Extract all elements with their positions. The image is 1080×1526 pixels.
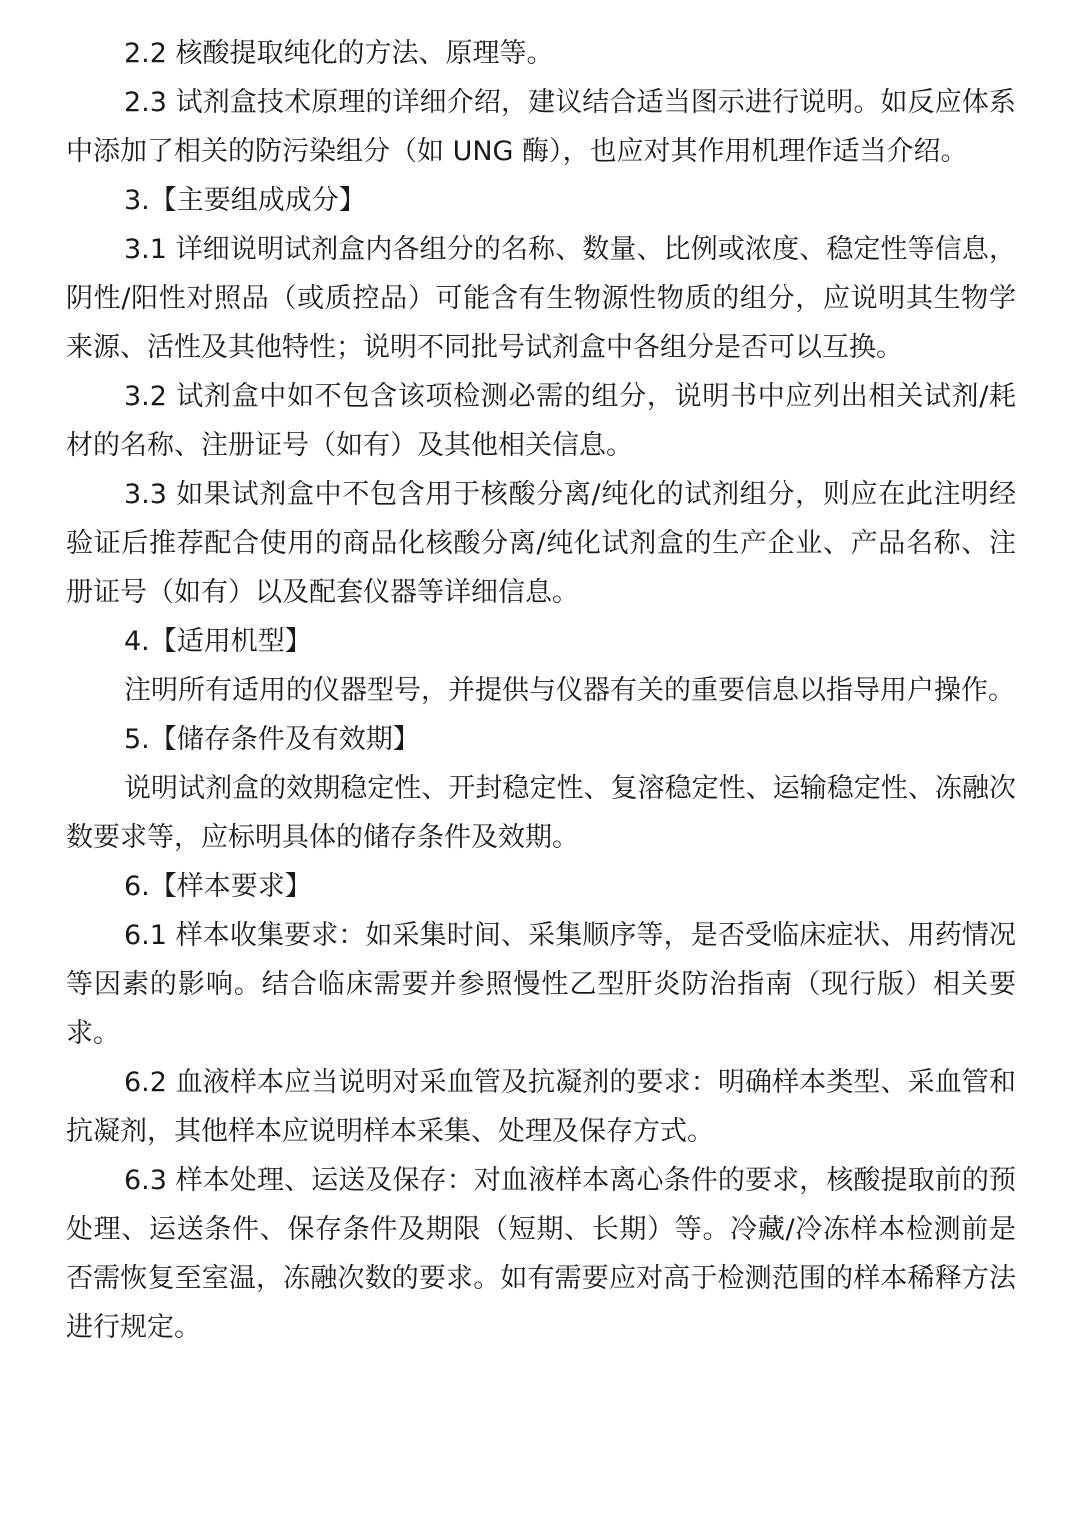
paragraph-3-2: 3.2 试剂盒中如不包含该项检测必需的组分，说明书中应列出相关试剂/耗材的名称、注册证号（如有）及其他相关信息。	[66, 381, 1016, 461]
paragraph-3-1: 3.1 详细说明试剂盒内各组分的名称、数量、比例或浓度、稳定性等信息，阴性/阳性对照品（或质控品）可能含有生物源性物质的组分，应说明其生物学来源、活性及其他特性；说明不同批号试剂盒中各组分是否可以互换。	[66, 234, 1016, 363]
paragraph-2-3: 2.3 试剂盒技术原理的详细介绍，建议结合适当图示进行说明。如反应体系中添加了相关的防污染组分（如 UNG 酶），也应对其作用机理作适当介绍。	[66, 87, 1016, 167]
paragraph-6-2: 6.2 血液样本应当说明对采血管及抗凝剂的要求：明确样本类型、采血管和抗凝剂，其他样本应说明样本采集、处理及保存方式。	[66, 1067, 1016, 1147]
heading-applicable-models: 4.【适用机型】	[124, 626, 312, 657]
paragraph-applicable-models: 注明所有适用的仪器型号，并提供与仪器有关的重要信息以指导用户操作。	[124, 675, 1015, 706]
paragraph-6-1: 6.1 样本收集要求：如采集时间、采集顺序等，是否受临床症状、用药情况等因素的影响。结合临床需要并参照慢性乙型肝炎防治指南（现行版）相关要求。	[66, 920, 1016, 1049]
paragraph-3-3: 3.3 如果试剂盒中不包含用于核酸分离/纯化的试剂组分，则应在此注明经验证后推荐配合使用的商品化核酸分离/纯化试剂盒的生产企业、产品名称、注册证号（如有）以及配套仪器等详细信息。	[66, 479, 1016, 608]
heading-main-components: 3.【主要组成成分】	[124, 185, 366, 216]
paragraph-storage-conditions: 说明试剂盒的效期稳定性、开封稳定性、复溶稳定性、运输稳定性、冻融次数要求等，应标明具体的储存条件及效期。	[66, 773, 1016, 853]
heading-sample-requirements: 6.【样本要求】	[124, 871, 312, 902]
heading-storage-conditions: 5.【储存条件及有效期】	[124, 724, 420, 755]
paragraph-2-2: 2.2 核酸提取纯化的方法、原理等。	[124, 38, 554, 69]
document-page	[66, 29, 1016, 1352]
paragraph-6-3: 6.3 样本处理、运送及保存：对血液样本离心条件的要求，核酸提取前的预处理、运送条件、保存条件及期限（短期、长期）等。冷藏/冷冻样本检测前是否需恢复至室温，冻融次数的要求。如有需要应对高于检测范围的样本稀释方法进行规定。	[66, 1165, 1016, 1343]
